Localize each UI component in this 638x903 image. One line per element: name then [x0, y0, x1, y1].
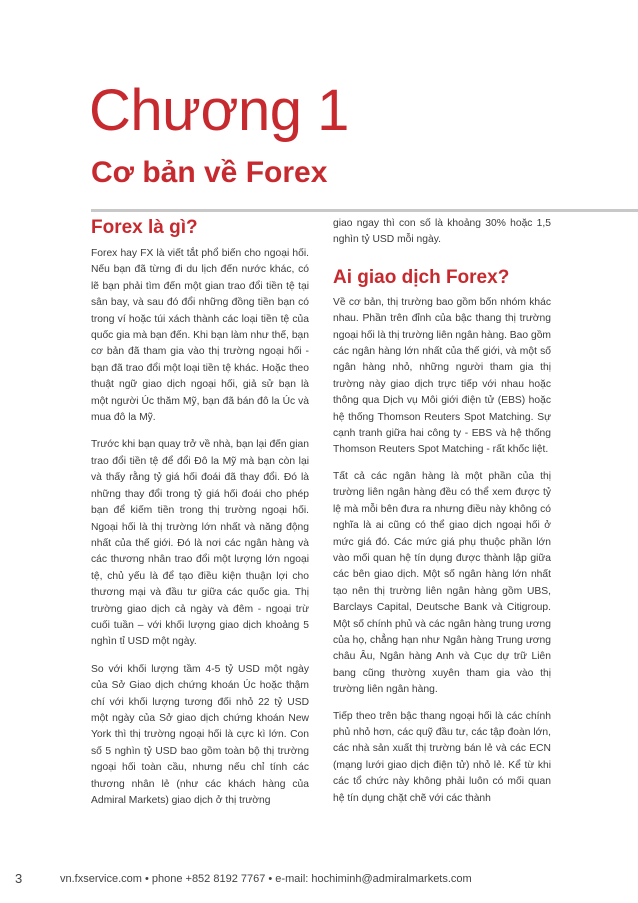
paragraph-continued: giao ngay thì con số là khoảng 30% hoặc 1,5 nghìn tỷ USD mỗi ngày.	[333, 218, 551, 246]
right-column	[333, 216, 551, 817]
title-divider	[91, 209, 638, 212]
section-heading-what-is-forex: Forex là gì?	[91, 217, 198, 238]
paragraph: Forex hay FX là viết tắt phổ biến cho ngoại hối. Nếu bạn đã từng đi du lịch đến nước khác, có lẽ bạn phải tìm đến một gian trao đổi tiền tệ tại sân bay, và sau đó đổi những đồng tiền bạn có trong ví hoặc túi xách thành các loại tiền tệ của quốc gia mà bạn đến. Khi bạn làm như thế, bạn cơ bản đã tham gia vào thị trường ngoại hối - bạn đã trao đổi một loại tiền tệ khác. Hoặc theo thuật ngữ giao dịch ngoại hối, giả sử bạn là một người Úc thăm Mỹ, bạn đã bán đô la Úc và mua đô la Mỹ.	[91, 248, 309, 424]
left-column	[91, 216, 309, 820]
chapter-title: Chương 1	[89, 78, 349, 143]
paragraph: So với khối lượng tầm 4-5 tỷ USD một ngày của Sở Giao dịch chứng khoán Úc hoặc thậm chí với khối lượng tương đối nhỏ 22 tỷ USD một ngày của Sở giao dịch chứng khoán New York thì thị trường ngoại hối là cực kì lớn. Con số 5 nghìn tỷ USD bao gồm toàn bộ thị trường ngoại hối toàn cầu, nhưng nếu chỉ tính các thương nhân lẻ (như các khách hàng của Admiral Markets) giao dịch ở thị trường	[91, 663, 309, 806]
page-number: 3	[15, 871, 23, 886]
paragraph: Về cơ bản, thị trường bao gồm bốn nhóm khác nhau. Phần trên đỉnh của bậc thang thị trường ngoại hối là thị trường liên ngân hàng. Bao gồm các ngân hàng lớn nhất của thế giới, và một số ngân hàng nhỏ, những người tham gia thị trường này giao dịch trực tiếp với nhau hoặc thông qua Dịch vụ Môi giới điện tử (EBS) hoặc hệ thống Thomson Reuters Spot Matching. Sự cạnh tranh giữa hai công ty - EBS và hệ thống Thomson Reuters Spot Matching - rất khốc liệt.	[333, 296, 552, 456]
paragraph: Tiếp theo trên bậc thang ngoại hối là các chính phủ nhỏ hơn, các quỹ đầu tư, các tập đoàn lớn, các nhà sản xuất thị trường bán lẻ và các ECN (mạng lưới giao dịch điện tử) nhỏ lẻ. Kể từ khi các tổ chức này không phải luôn có mối quan hệ tín dụng chặt chẽ với các thành	[333, 710, 551, 804]
paragraph: Trước khi bạn quay trở về nhà, bạn lại đến gian trao đổi tiền tệ để đổi Đô la Mỹ mà bạn còn lại và thấy rằng tỷ giá hối đoái đã thay đổi. Đó là những thay đổi trong tỷ giá hối đoái cho phép bạn để kiếm tiền trong thị trường ngoại hối. Ngoại hối là thị trường lớn nhất và năng động nhất của thế giới. Đó là nơi các ngân hàng và các thương nhân trao đổi một lượng lớn ngoại tệ, chủ yếu là để tạo điều kiện thuận lợi cho thương mại và đầu tư giữa các quốc gia. Thị trường giao dịch cả ngày và đêm - ngoại trừ cuối tuần – với khối lượng giao dịch khoảng 5 nghìn tỉ USD một ngày.	[91, 439, 309, 648]
chapter-subtitle: Cơ bản về Forex	[91, 156, 328, 189]
section-heading-who-trades-forex: Ai giao dịch Forex?	[333, 266, 510, 288]
paragraph: Tất cả các ngân hàng là một phần của thị trường liên ngân hàng đều có thể xem được tỷ lệ mà mỗi bên đưa ra nhưng điều này không có nghĩa là ai cũng có thể giao dịch ngoại hối ở mức giá đó. Các mức giá phụ thuộc phần lớn vào mối quan hệ tín dụng được thành lập giữa các bên giao dịch. Một số ngân hàng lớn nhất tạo nên thị trường liên ngân hàng gồm UBS, Barclays Capital, Deutsche Bank và Citigroup. Một số chính phủ và các ngân hàng trung ương của họ, chẳng hạn như Ngân hàng Trung ương châu Âu, Ngân hàng Anh và Cục dự trữ Liên bang cũng thường xuyên tham gia vào thị trường liên ngân hàng.	[333, 470, 551, 696]
footer-contact: vn.fxservice.com • phone +852 8192 7767 • e-mail: hochiminh@admiralmarkets.com	[60, 873, 472, 885]
